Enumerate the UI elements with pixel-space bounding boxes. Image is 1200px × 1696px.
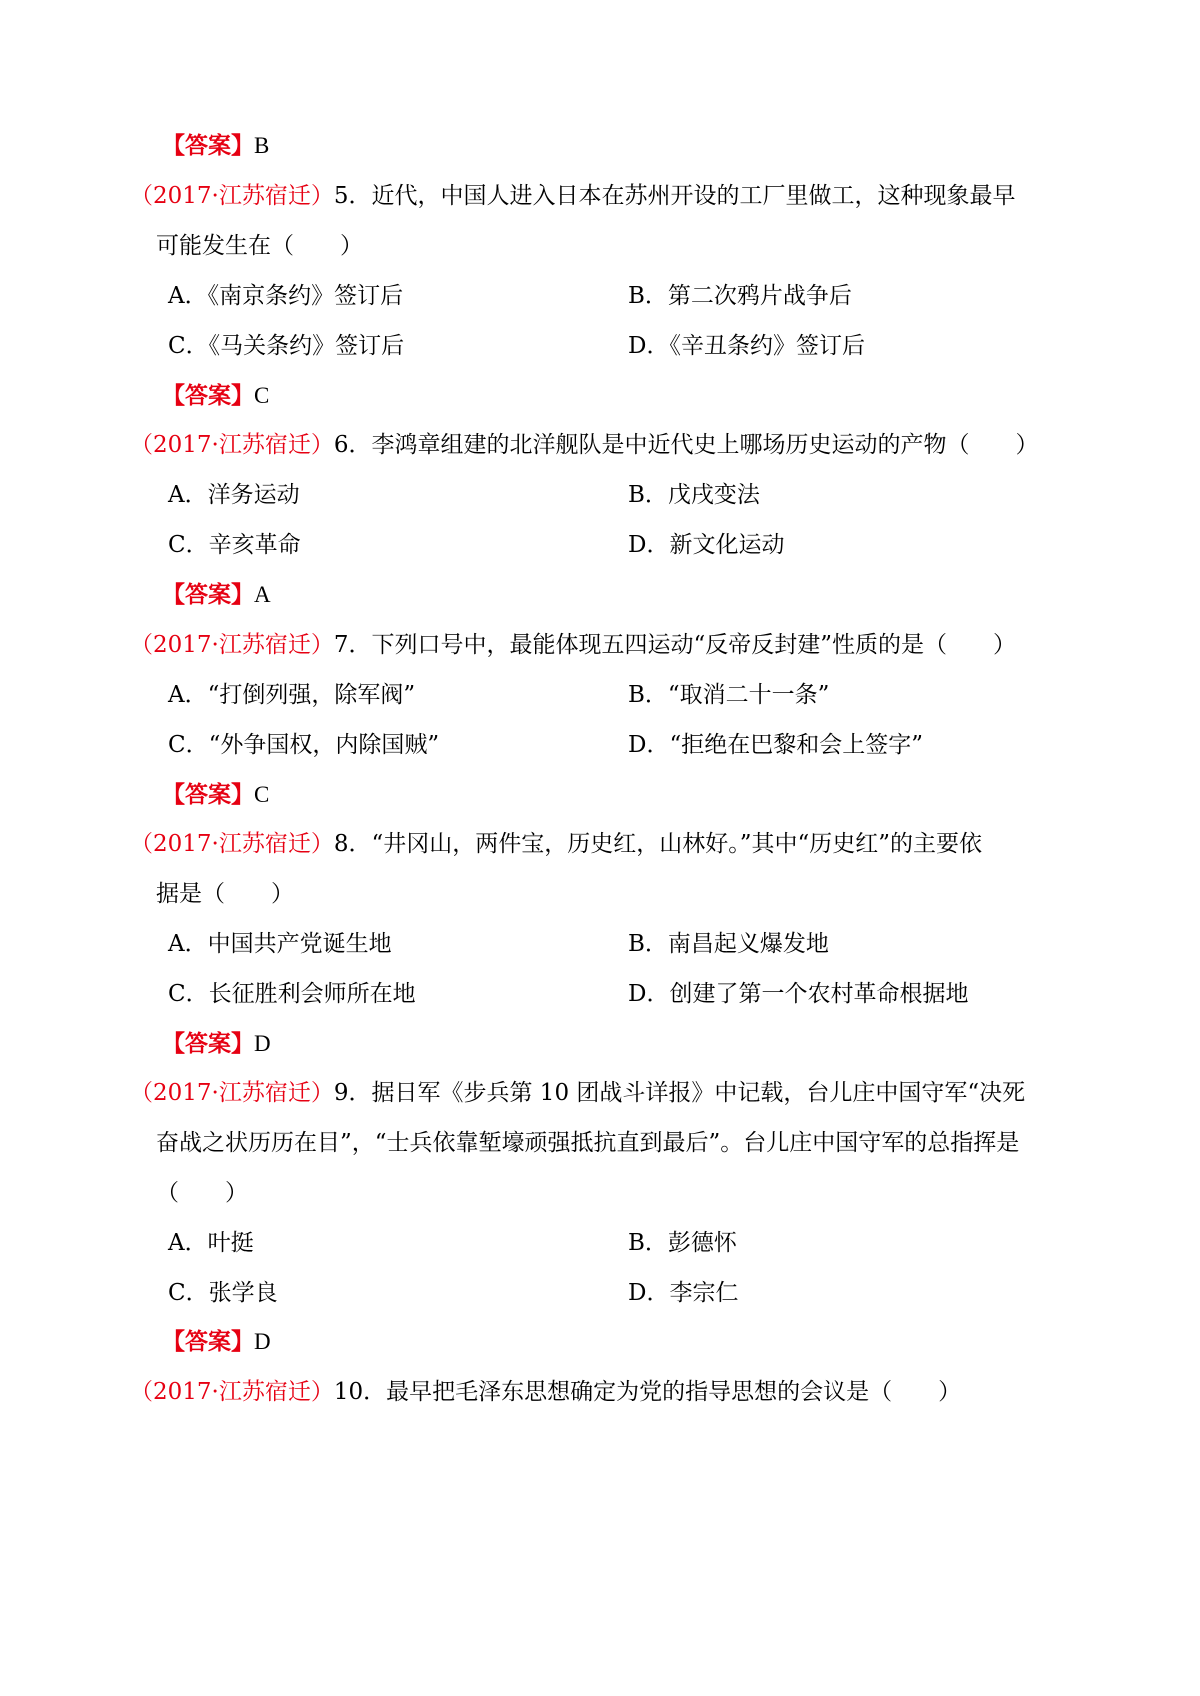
answer-value: D xyxy=(254,1329,271,1354)
answer-line xyxy=(162,580,271,610)
option-b: B．彭德怀 xyxy=(628,1230,737,1256)
question-stem: 近代，中国人进入日本在苏州开设的工厂里做工，这种现象最早 xyxy=(371,183,1016,209)
question-number: 10． xyxy=(333,1379,387,1405)
question-source: （2017·江苏宿迁） xyxy=(130,1080,334,1106)
question-number: 9． xyxy=(333,1080,372,1106)
answer-label: 【答案】 xyxy=(162,781,254,808)
question-number: 6． xyxy=(333,432,372,458)
answer-label: 【答案】 xyxy=(162,1328,254,1355)
answer-value: D xyxy=(254,1031,271,1056)
answer-value: B xyxy=(254,133,270,158)
question-number: 8． xyxy=(333,831,372,857)
question-8 xyxy=(130,829,982,859)
question-5 xyxy=(130,181,1016,211)
answer-value: C xyxy=(254,782,270,807)
answer-label: 【答案】 xyxy=(162,132,254,159)
option-d: D．李宗仁 xyxy=(628,1280,739,1306)
answer-line xyxy=(162,1327,271,1357)
answer-label: 【答案】 xyxy=(162,1030,254,1057)
option-a: A．中国共产党诞生地 xyxy=(168,931,392,957)
question-stem: 李鸿章组建的北洋舰队是中近代史上哪场历史运动的产物（ ） xyxy=(371,432,1039,458)
question-5-stem-cont: 可能发生在（ ） xyxy=(156,233,363,259)
question-9 xyxy=(130,1078,1025,1108)
option-d: D．“拒绝在巴黎和会上签字” xyxy=(628,732,923,758)
question-source: （2017·江苏宿迁） xyxy=(130,632,334,658)
option-b: B．南昌起义爆发地 xyxy=(628,931,829,957)
option-a: A．“打倒列强，除军阀” xyxy=(168,682,416,708)
answer-label: 【答案】 xyxy=(162,382,254,409)
question-source: （2017·江苏宿迁） xyxy=(130,1379,334,1405)
question-number: 7． xyxy=(333,632,372,658)
option-a: A．洋务运动 xyxy=(168,482,300,508)
answer-line xyxy=(162,131,269,161)
answer-value: A xyxy=(254,582,271,607)
option-c: C．张学良 xyxy=(168,1280,278,1306)
option-d: D．新文化运动 xyxy=(628,532,785,558)
option-a: A．《南京条约》签订后 xyxy=(168,283,404,309)
question-10 xyxy=(130,1377,961,1407)
question-8-stem-cont: 据是（ ） xyxy=(156,881,294,907)
option-b: B．第二次鸦片战争后 xyxy=(628,283,852,309)
answer-label: 【答案】 xyxy=(162,581,254,608)
question-stem: 据日军《步兵第 10 团战斗详报》中记载，台儿庄中国守军“决死 xyxy=(371,1080,1026,1106)
question-stem: “井冈山，两件宝，历史红，山林好。”其中“历史红”的主要依 xyxy=(371,831,983,857)
option-c: C．《马关条约》签订后 xyxy=(168,333,405,359)
option-b: B．“取消二十一条” xyxy=(628,682,830,708)
question-number: 5． xyxy=(333,183,372,209)
option-d: D．创建了第一个农村革命根据地 xyxy=(628,981,969,1007)
question-stem: 下列口号中，最能体现五四运动“反帝反封建”性质的是（ ） xyxy=(371,632,1017,658)
question-source: （2017·江苏宿迁） xyxy=(130,432,334,458)
question-6 xyxy=(130,430,1039,460)
option-a: A．叶挺 xyxy=(168,1230,254,1256)
question-source: （2017·江苏宿迁） xyxy=(130,831,334,857)
option-d: D．《辛丑条约》签订后 xyxy=(628,333,865,359)
option-c: C．辛亥革命 xyxy=(168,532,301,558)
answer-line xyxy=(162,381,269,411)
option-c: C．长征胜利会师所在地 xyxy=(168,981,416,1007)
answer-value: C xyxy=(254,383,270,408)
question-9-stem-cont: 奋战之状历历在目”，“士兵依靠堑壕顽强抵抗直到最后”。台儿庄中国守军的总指挥是 xyxy=(156,1130,1020,1156)
question-7 xyxy=(130,630,1016,660)
answer-line xyxy=(162,1029,271,1059)
question-9-stem-cont2: （ ） xyxy=(156,1180,248,1206)
option-c: C．“外争国权，内除国贼” xyxy=(168,732,440,758)
question-source: （2017·江苏宿迁） xyxy=(130,183,334,209)
answer-line xyxy=(162,780,269,810)
question-stem: 最早把毛泽东思想确定为党的指导思想的会议是（ ） xyxy=(386,1379,962,1405)
option-b: B．戊戌变法 xyxy=(628,482,760,508)
